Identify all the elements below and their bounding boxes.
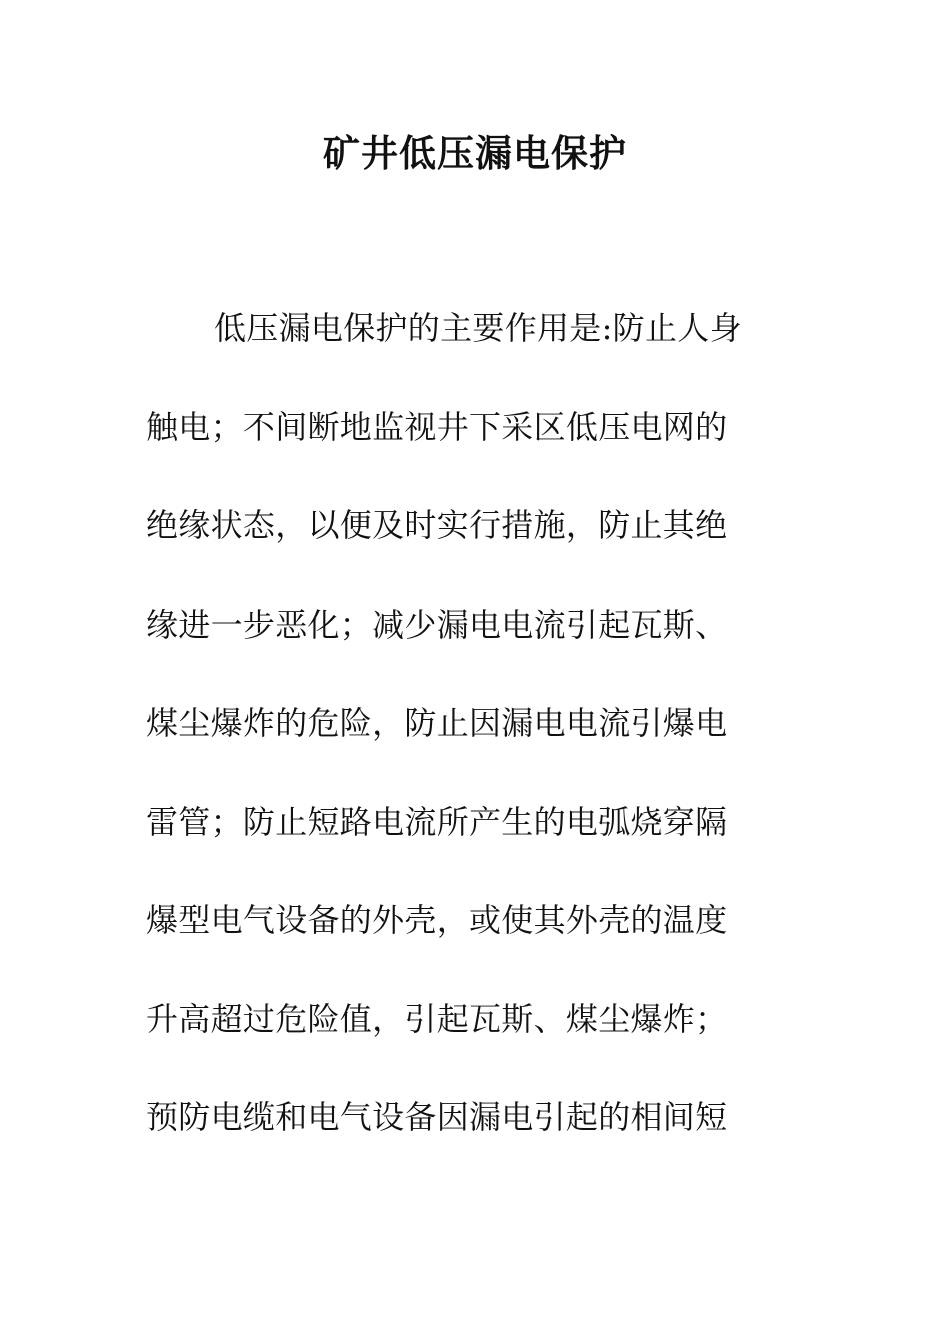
body-line-5: 煤尘爆炸的危险，防止因漏电电流引爆电	[146, 704, 728, 742]
body-line-2: 触电；不间断地监视井下采区低压电网的	[146, 408, 728, 446]
body-line-8: 升高超过危险值，引起瓦斯、煤尘爆炸；	[146, 1000, 728, 1038]
body-line-7: 爆型电气设备的外壳，或使其外壳的温度	[146, 901, 728, 939]
body-line-4: 缘进一步恶化；减少漏电电流引起瓦斯、	[146, 606, 728, 644]
body-line-1: 低压漏电保护的主要作用是:防止人身	[214, 309, 742, 347]
body-line-3: 绝缘状态，以便及时实行措施，防止其绝	[146, 506, 728, 544]
document-title: 矿井低压漏电保护	[323, 131, 627, 175]
body-line-9: 预防电缆和电气设备因漏电引起的相间短	[146, 1098, 728, 1136]
body-line-6: 雷管；防止短路电流所产生的电弧烧穿隔	[146, 803, 728, 841]
